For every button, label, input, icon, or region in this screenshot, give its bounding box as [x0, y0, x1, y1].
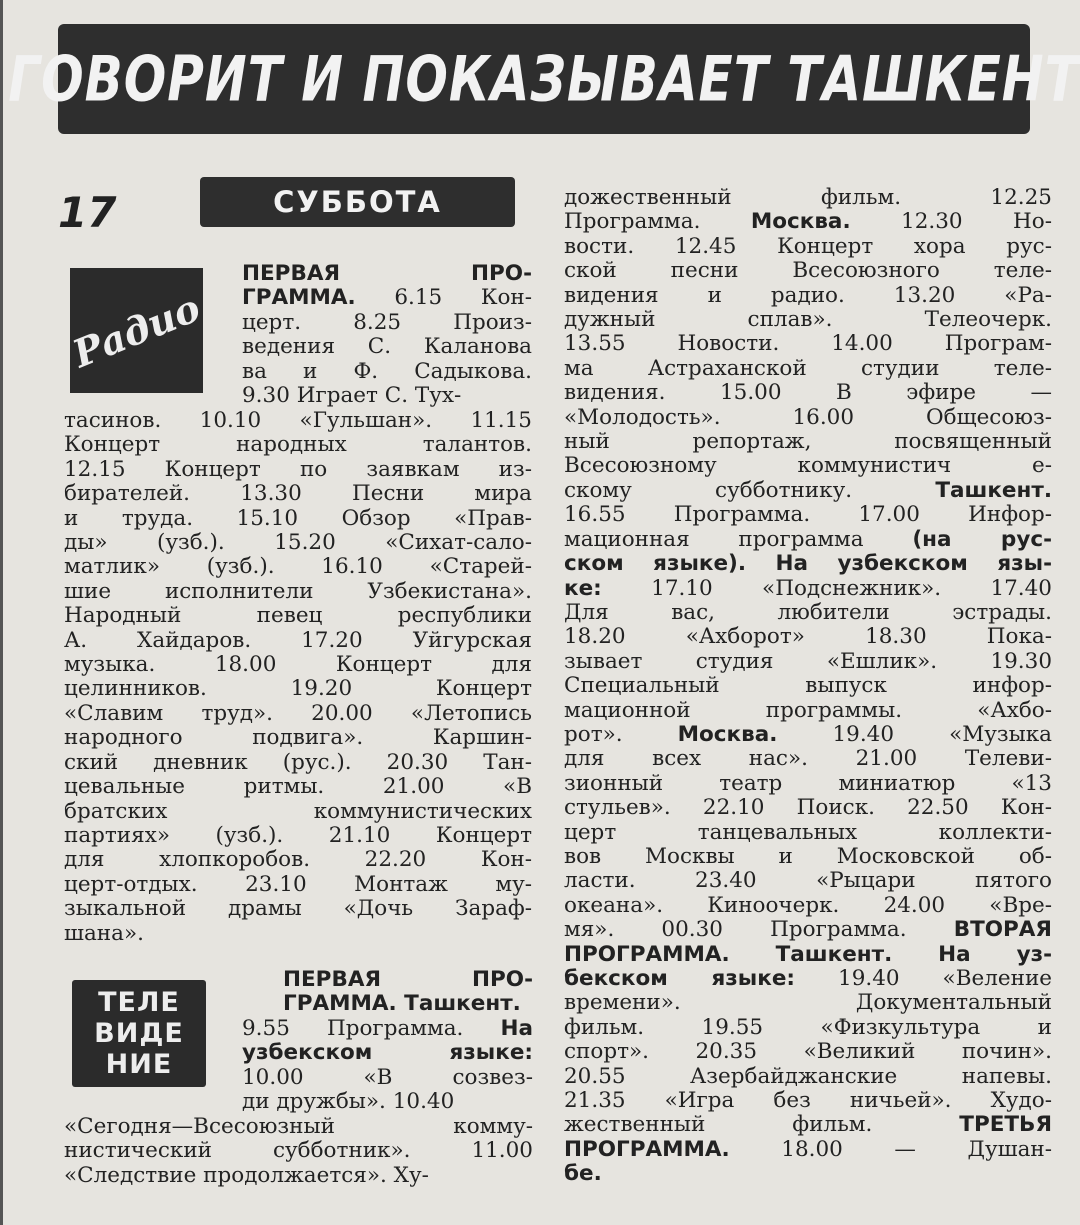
- text-segment: времени». Документальный: [564, 990, 1052, 1016]
- text-line: [283, 992, 533, 1016]
- text-segment: А. Хайдаров. 17.20 Уйгурская: [64, 627, 532, 653]
- text-segment: и труда. 15.10 Обзор «Прав-: [64, 505, 532, 531]
- text-line: [564, 259, 1052, 283]
- text-line: [242, 360, 532, 384]
- text-segment: скому субботнику.: [564, 477, 936, 503]
- bold-segment: ском языке). На узбекском язы-: [564, 551, 1052, 577]
- text-segment: для хлопкоробов. 22.20 Кон-: [64, 847, 532, 873]
- text-line: [242, 1066, 533, 1090]
- text-segment: «Славим труд». 20.00 «Летопись: [64, 700, 532, 726]
- text-segment: для всех нас». 21.00 Телеви-: [564, 746, 1052, 772]
- text-line: [564, 454, 1052, 478]
- text-segment: ва и Ф. Садыкова.: [242, 358, 532, 384]
- text-line: [564, 1113, 1052, 1137]
- tv-logo-line: ВИДЕ: [94, 1018, 184, 1049]
- text-segment: жественный фильм.: [564, 1112, 960, 1138]
- text-line: [564, 991, 1052, 1015]
- radio-logo: [66, 268, 207, 393]
- text-line: [564, 186, 1052, 210]
- text-line: [64, 580, 532, 604]
- bold-segment: ВТОРАЯ: [953, 917, 1052, 943]
- text-line: [64, 531, 532, 555]
- text-line: [564, 747, 1052, 771]
- text-line: [564, 625, 1052, 649]
- text-segment: матлик» (узб.). 16.10 «Старей-: [64, 554, 532, 580]
- bold-segment: Ташкент.: [935, 477, 1052, 503]
- text-line: [564, 967, 1052, 991]
- tv-program-text-narrow: [242, 1017, 533, 1115]
- text-segment: 21.35 «Игра без ничьей». Худо-: [564, 1088, 1052, 1114]
- text-line: [64, 555, 532, 579]
- text-line: [564, 674, 1052, 698]
- bold-segment: На: [500, 1016, 533, 1041]
- text-line: [564, 552, 1052, 576]
- text-line: [564, 918, 1052, 942]
- text-segment: ма Астраханской студии теле-: [564, 355, 1052, 381]
- text-line: [64, 922, 532, 946]
- text-segment: ский дневник (рус.). 20.30 Тан-: [64, 749, 532, 775]
- text-segment: церт танцевальных коллекти-: [564, 819, 1052, 845]
- text-segment: стульев». 22.10 Поиск. 22.50 Кон-: [564, 795, 1052, 821]
- text-line: [564, 821, 1052, 845]
- text-segment: Народный певец республики: [64, 603, 532, 629]
- day-name: СУББОТА: [273, 185, 442, 219]
- text-segment: «Следствие продолжается». Ху-: [64, 1162, 429, 1188]
- text-segment: цeрт. 8.25 Произ-: [242, 309, 532, 335]
- text-line: [564, 406, 1052, 430]
- text-segment: вов Москвы и Московской об-: [564, 843, 1052, 869]
- text-segment: бирателей. 13.30 Песни мира: [64, 481, 532, 507]
- text-line: [564, 381, 1052, 405]
- text-line: [564, 601, 1052, 625]
- text-segment: Программа.: [564, 209, 751, 235]
- text-segment: 18.20 «Ахборот» 18.30 Пока-: [564, 624, 1052, 650]
- text-segment: цевальные ритмы. 21.00 «В: [64, 774, 532, 800]
- text-segment: 19.40 «Музыка: [777, 721, 1052, 747]
- text-segment: 9.55 Программа.: [242, 1016, 501, 1041]
- text-line: [64, 800, 532, 824]
- bold-segment: ТРЕТЬЯ: [959, 1112, 1052, 1138]
- text-line: [64, 1139, 533, 1163]
- tv-program-continued: [564, 186, 1052, 1187]
- masthead-title: ГОВОРИТ И ПОКАЗЫВАЕТ ТАШКЕНТ: [8, 42, 1080, 116]
- text-segment: зионный театр миниатюр «13: [564, 770, 1052, 796]
- text-segment: 12.15 Концерт по заявкам из-: [64, 456, 532, 482]
- tv-program-text: [64, 1115, 533, 1188]
- text-segment: нистический субботник». 11.00: [64, 1138, 533, 1164]
- text-line: [564, 284, 1052, 308]
- text-segment: Для вас, любители эстрады.: [564, 599, 1052, 625]
- bold-segment: ПРОГРАММА. Ташкент. На уз-: [564, 941, 1052, 967]
- tv-logo-line: ТЕЛЕ: [98, 987, 180, 1018]
- radio-program-text-narrow: [242, 262, 532, 408]
- text-line: [64, 507, 532, 531]
- bold-segment: (на рус-: [912, 526, 1053, 552]
- text-line: [64, 848, 532, 872]
- text-segment: церт-отдых. 23.10 Монтаж му-: [64, 871, 532, 897]
- text-line: [64, 629, 532, 653]
- tv-program-heading: [283, 968, 533, 1017]
- text-line: [564, 528, 1052, 552]
- text-line: [564, 1089, 1052, 1113]
- text-segment: зывает студия «Ешлик». 19.30: [564, 648, 1052, 674]
- bold-segment: ПРОГРАММА.: [564, 1136, 730, 1162]
- text-segment: видения. 15.00 В эфире —: [564, 380, 1052, 406]
- text-line: [564, 943, 1052, 967]
- text-line: [564, 650, 1052, 674]
- text-segment: 16.55 Программа. 17.00 Инфор-: [564, 502, 1052, 528]
- text-line: [64, 1164, 533, 1188]
- text-line: [64, 409, 532, 433]
- tv-logo-line: НИЕ: [105, 1049, 173, 1080]
- bold-segment: Москва.: [677, 721, 778, 747]
- text-line: [564, 430, 1052, 454]
- text-line: [564, 332, 1052, 356]
- text-line: [283, 968, 533, 992]
- text-segment: шие исполнители Узбекистана».: [64, 578, 532, 604]
- text-segment: музыка. 18.00 Концерт для: [64, 652, 532, 678]
- text-line: [564, 894, 1052, 918]
- day-banner: [200, 177, 515, 227]
- text-line: [242, 1017, 533, 1041]
- text-line: [242, 335, 532, 359]
- text-line: [242, 311, 532, 335]
- text-segment: зыкальной драмы «Дочь Зараф-: [64, 896, 532, 922]
- text-line: [64, 677, 532, 701]
- text-line: [64, 1115, 533, 1139]
- text-line: [564, 845, 1052, 869]
- text-line: [564, 1138, 1052, 1162]
- text-segment: народного подвига». Каршин-: [64, 725, 532, 751]
- text-segment: 17.10 «Подснежник». 17.40: [601, 575, 1052, 601]
- bold-segment: ке:: [564, 575, 602, 601]
- text-segment: мя». 00.30 Программа.: [564, 917, 954, 943]
- text-line: [64, 824, 532, 848]
- text-segment: ди дружбы». 10.40: [242, 1089, 455, 1115]
- text-segment: 10.00 «В созвез-: [242, 1064, 533, 1090]
- text-segment: Концерт народных талантов.: [64, 432, 532, 458]
- text-line: [242, 1090, 533, 1114]
- text-segment: дужный сплав». Телеочерк.: [564, 307, 1052, 333]
- text-segment: братских коммунистических: [64, 798, 532, 824]
- text-segment: мационная программа: [564, 526, 913, 552]
- text-line: [564, 357, 1052, 381]
- text-segment: дожественный фильм. 12.25: [564, 185, 1052, 210]
- bold-segment: ГРАММА.: [242, 285, 356, 311]
- text-segment: 13.55 Новости. 14.00 Програм-: [564, 331, 1052, 357]
- text-segment: целинников. 19.20 Концерт: [64, 676, 532, 702]
- text-line: [564, 1162, 1052, 1186]
- text-line: [564, 796, 1052, 820]
- text-segment: видения и радио. 13.20 «Ра-: [564, 282, 1052, 308]
- text-line: [564, 723, 1052, 747]
- text-segment: Всесоюзному коммунистич е-: [564, 453, 1052, 479]
- text-segment: рот».: [564, 721, 678, 747]
- text-segment: 20.55 Азербайджанские напевы.: [564, 1063, 1052, 1089]
- bold-segment: ПЕРВАЯ ПРО-: [242, 261, 532, 286]
- text-line: [564, 699, 1052, 723]
- text-segment: спорт». 20.35 «Великий почин».: [564, 1039, 1052, 1065]
- text-line: [64, 702, 532, 726]
- text-line: [564, 308, 1052, 332]
- text-line: [564, 772, 1052, 796]
- text-segment: ный репортаж, посвященный: [564, 429, 1052, 455]
- radio-logo-text: Радио: [66, 284, 207, 377]
- text-line: [242, 1041, 533, 1065]
- day-number: 17: [58, 188, 117, 237]
- bold-segment: бекском языке:: [564, 966, 796, 991]
- text-line: [242, 384, 532, 408]
- text-segment: мационной программы. «Ахбо-: [564, 697, 1052, 723]
- text-line: [564, 869, 1052, 893]
- text-segment: Специальный выпуск инфор-: [564, 673, 1052, 699]
- text-line: [64, 751, 532, 775]
- text-line: [564, 235, 1052, 259]
- text-line: [242, 286, 532, 310]
- radio-program-text: [64, 409, 532, 946]
- text-line: [64, 726, 532, 750]
- text-segment: 6.15 Кон-: [355, 285, 532, 311]
- text-line: [564, 1040, 1052, 1064]
- text-line: [564, 577, 1052, 601]
- text-line: [64, 604, 532, 628]
- bold-segment: ГРАММА. Ташкент.: [283, 991, 521, 1017]
- text-segment: «Сегодня—Всесоюзный комму-: [64, 1114, 533, 1139]
- text-line: [64, 873, 532, 897]
- text-segment: «Молодость». 16.00 Общесоюз-: [564, 404, 1052, 430]
- text-line: [64, 482, 532, 506]
- text-segment: ведения С. Каланова: [242, 334, 532, 360]
- text-line: [564, 1016, 1052, 1040]
- text-line: [64, 433, 532, 457]
- text-segment: партиях» (узб.). 21.10 Концерт: [64, 822, 532, 848]
- masthead-banner: [8, 24, 1080, 134]
- text-segment: тасинов. 10.10 «Гульшан». 11.15: [64, 408, 532, 433]
- text-segment: 18.00 — Душан-: [729, 1136, 1052, 1162]
- text-segment: ской песни Всесоюзного теле-: [564, 258, 1052, 284]
- bold-segment: бе.: [564, 1161, 602, 1187]
- text-segment: фильм. 19.55 «Физкультура и: [564, 1014, 1052, 1040]
- text-line: [64, 458, 532, 482]
- text-segment: ды» (узб.). 15.20 «Сихат-сало-: [64, 530, 532, 556]
- text-line: [64, 897, 532, 921]
- text-segment: вости. 12.45 Концерт хора рус-: [564, 233, 1052, 259]
- text-line: [564, 210, 1052, 234]
- text-line: [242, 262, 532, 286]
- text-segment: 12.30 Но-: [850, 209, 1052, 235]
- bold-segment: Москва.: [750, 209, 851, 235]
- text-line: [564, 1065, 1052, 1089]
- television-logo: [72, 980, 206, 1087]
- text-segment: шана».: [64, 920, 144, 946]
- text-segment: 19.40 «Веление: [795, 966, 1052, 991]
- text-line: [564, 503, 1052, 527]
- text-segment: океана». Киноочерк. 24.00 «Вре-: [564, 892, 1052, 918]
- text-line: [564, 479, 1052, 503]
- bold-segment: узбекском языке:: [242, 1040, 533, 1066]
- bold-segment: ПЕРВАЯ ПРО-: [283, 967, 533, 992]
- text-segment: 9.30 Играет С. Тух-: [242, 383, 462, 409]
- text-line: [64, 653, 532, 677]
- text-line: [64, 775, 532, 799]
- text-segment: ласти. 23.40 «Рыцари пятого: [564, 868, 1052, 894]
